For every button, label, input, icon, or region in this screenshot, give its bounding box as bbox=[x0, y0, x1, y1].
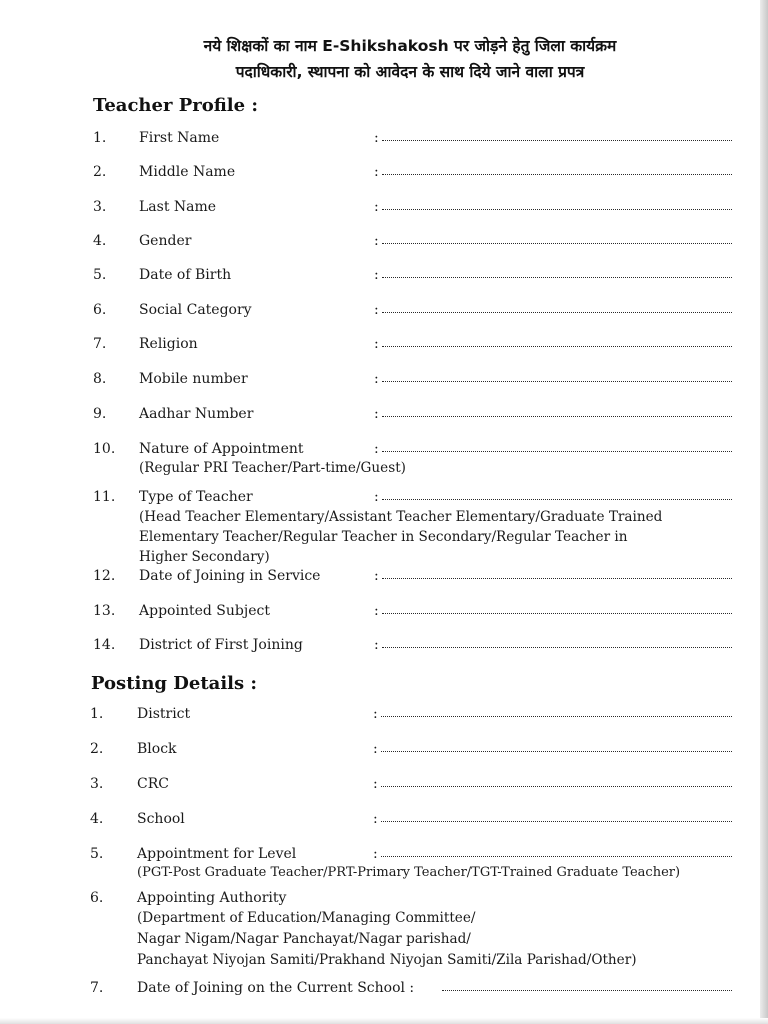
posting-details-heading: Posting Details : bbox=[91, 673, 258, 694]
field-label: Social Category bbox=[139, 302, 252, 318]
field-label: School bbox=[137, 811, 185, 827]
item-number: 3. bbox=[93, 199, 107, 215]
type-of-teacher-fill-line[interactable]: : bbox=[374, 489, 732, 503]
date-of-birth-fill-line[interactable]: : bbox=[374, 267, 732, 281]
item-number: 4. bbox=[93, 233, 107, 249]
appointment-for-level-fill-line[interactable]: : bbox=[373, 846, 732, 860]
field-label: Date of Birth bbox=[139, 267, 232, 283]
item-number: 11. bbox=[93, 489, 116, 505]
first-name-fill-line[interactable]: : bbox=[374, 130, 732, 144]
religion-fill-line[interactable]: : bbox=[374, 336, 732, 350]
mobile-number-fill-line[interactable]: : bbox=[374, 371, 732, 385]
field-label: Middle Name bbox=[139, 164, 236, 180]
form-title-line-1: नये शिक्षकों का नाम E-Shikshakosh पर जोड़ने हेतु जिला कार्यक्रम bbox=[203, 37, 617, 55]
gender-fill-line[interactable]: : bbox=[374, 233, 732, 247]
field-label: Gender bbox=[139, 233, 192, 249]
field-label: District bbox=[137, 706, 191, 722]
last-name-fill-line[interactable]: : bbox=[374, 199, 732, 213]
field-label: CRC bbox=[137, 776, 169, 792]
page-edge-shadow bbox=[760, 0, 768, 1024]
field-label: Appointed Subject bbox=[139, 603, 270, 619]
field-hint: (Head Teacher Elementary/Assistant Teacher Elementary/Graduate Trained bbox=[139, 509, 663, 525]
middle-name-fill-line[interactable]: : bbox=[374, 164, 732, 178]
social-category-fill-line[interactable]: : bbox=[374, 302, 732, 316]
item-number: 3. bbox=[90, 776, 104, 792]
date-of-joining-fill-line[interactable]: : bbox=[374, 568, 732, 582]
item-number: 6. bbox=[90, 890, 104, 906]
field-label: Appointment for Level bbox=[137, 846, 297, 862]
field-label: Date of Joining on the Current School : bbox=[137, 980, 415, 996]
item-number: 9. bbox=[93, 406, 107, 422]
item-number: 10. bbox=[93, 441, 116, 457]
field-label: Type of Teacher bbox=[139, 489, 253, 505]
item-number: 6. bbox=[93, 302, 107, 318]
item-number: 2. bbox=[90, 741, 104, 757]
field-hint: Higher Secondary) bbox=[139, 549, 270, 565]
field-hint: (PGT-Post Graduate Teacher/PRT-Primary Teacher/TGT-Trained Graduate Teacher) bbox=[137, 865, 681, 880]
teacher-profile-heading: Teacher Profile : bbox=[93, 95, 259, 116]
field-label: Mobile number bbox=[139, 371, 248, 387]
field-hint: (Department of Education/Managing Committee/ bbox=[137, 910, 476, 926]
aadhar-number-fill-line[interactable]: : bbox=[374, 406, 732, 420]
school-fill-line[interactable]: : bbox=[373, 811, 732, 825]
item-number: 4. bbox=[90, 811, 104, 827]
item-number: 7. bbox=[93, 336, 107, 352]
district-fill-line[interactable]: : bbox=[373, 706, 732, 720]
field-label: Appointing Authority bbox=[137, 890, 287, 906]
field-hint: Nagar Nigam/Nagar Panchayat/Nagar parishad/ bbox=[137, 931, 471, 947]
item-number: 5. bbox=[90, 846, 104, 862]
block-fill-line[interactable]: : bbox=[373, 741, 732, 755]
item-number: 7. bbox=[90, 980, 104, 996]
field-label: Last Name bbox=[139, 199, 217, 215]
item-number: 12. bbox=[93, 568, 116, 584]
field-label: Nature of Appointment bbox=[139, 441, 304, 457]
field-label: Block bbox=[137, 741, 177, 757]
field-hint: (Regular PRI Teacher/Part-time/Guest) bbox=[139, 460, 406, 476]
item-number: 1. bbox=[93, 130, 107, 146]
item-number: 14. bbox=[93, 637, 116, 653]
field-hint: Panchayat Niyojan Samiti/Prakhand Niyojan Samiti/Zila Parishad/Other) bbox=[137, 952, 637, 968]
field-label: Date of Joining in Service bbox=[139, 568, 321, 584]
field-label: First Name bbox=[139, 130, 220, 146]
appointed-subject-fill-line[interactable]: : bbox=[374, 603, 732, 617]
item-number: 5. bbox=[93, 267, 107, 283]
field-label: Aadhar Number bbox=[139, 406, 254, 422]
field-hint: Elementary Teacher/Regular Teacher in Secondary/Regular Teacher in bbox=[139, 529, 628, 545]
item-number: 2. bbox=[93, 164, 107, 180]
page-bottom-shadow bbox=[0, 1018, 768, 1024]
field-label: District of First Joining bbox=[139, 637, 303, 653]
date-of-joining-current-school-fill-line[interactable] bbox=[434, 980, 732, 994]
district-of-first-joining-fill-line[interactable]: : bbox=[374, 637, 732, 651]
field-label: Religion bbox=[139, 336, 198, 352]
item-number: 8. bbox=[93, 371, 107, 387]
item-number: 1. bbox=[90, 706, 104, 722]
item-number: 13. bbox=[93, 603, 116, 619]
nature-of-appointment-fill-line[interactable]: : bbox=[374, 441, 732, 455]
crc-fill-line[interactable]: : bbox=[373, 776, 732, 790]
form-title-line-2: पदाधिकारी, स्थापना को आवेदन के साथ दिये जाने वाला प्रपत्र bbox=[235, 63, 585, 81]
